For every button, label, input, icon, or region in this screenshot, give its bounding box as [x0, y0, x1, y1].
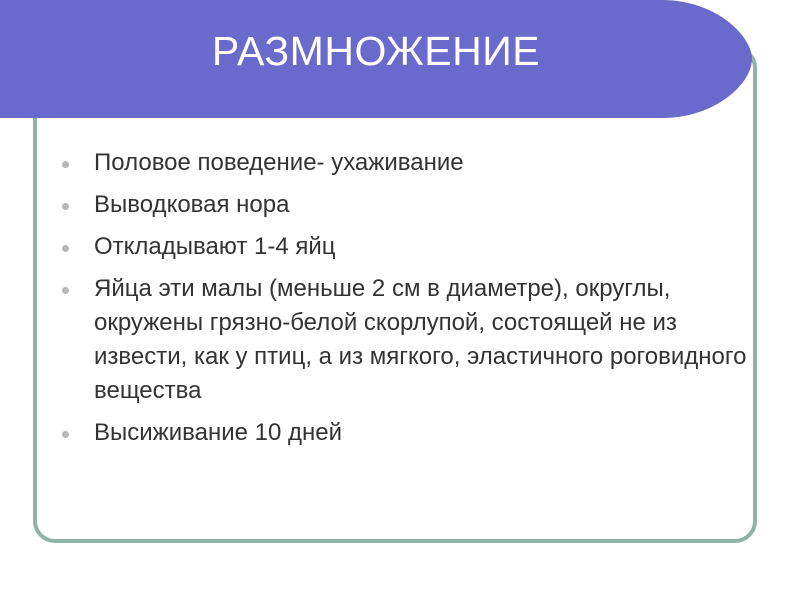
list-item: [58, 416, 748, 450]
bullet-text: Откладывают 1-4 яйц: [94, 233, 336, 260]
list-item: [58, 230, 748, 264]
list-item: [58, 188, 748, 222]
slide-title: РАЗМНОЖЕНИЕ: [211, 28, 541, 74]
bullet-text: Высиживание 10 дней: [94, 419, 343, 446]
list-item: [58, 272, 748, 408]
bullet-icon: [62, 161, 69, 168]
bullet-list: [58, 146, 748, 458]
bullet-text: Выводковая нора: [94, 191, 290, 218]
bullet-icon: [62, 245, 69, 252]
bullet-icon: [62, 287, 69, 294]
list-item: [58, 146, 748, 180]
bullet-text: Яйца эти малы (меньше 2 см в диаметре), округлы, окружены грязно-белой скорлупой, состоящей не из извести, как у птиц, а из мягкого, эластичного роговидного вещества: [94, 275, 747, 404]
bullet-icon: [62, 203, 69, 210]
bullet-text: Половое поведение- ухаживание: [94, 149, 464, 176]
bullet-icon: [62, 431, 69, 438]
